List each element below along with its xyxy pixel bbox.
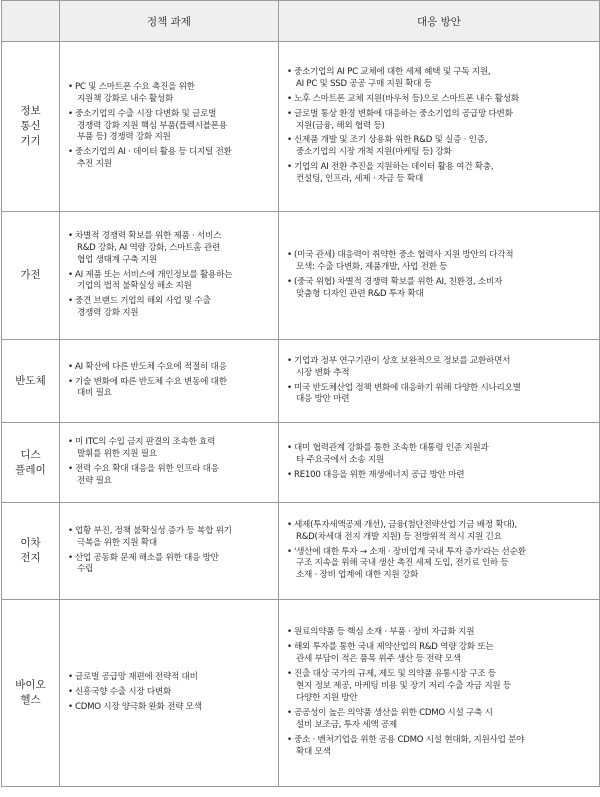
item-line: • 중소 · 벤처기업을 위한 공용 CDMO 시설 현대화, 지원사업 분야 bbox=[294, 734, 525, 745]
response-item bbox=[287, 162, 593, 186]
response-cell bbox=[279, 600, 600, 787]
table-row bbox=[2, 503, 600, 600]
item-line: • 노후 스마트폰 교체 지원(바우처 등)으로 스마트폰 내수 활성화 bbox=[294, 93, 519, 104]
item-line: • (미국 관세) 대응력이 취약한 중소 협력사 지원 방안의 다각적 bbox=[294, 250, 514, 261]
table-row bbox=[2, 340, 600, 423]
response-item bbox=[287, 67, 593, 91]
policy-task-cell bbox=[60, 42, 279, 212]
item-line: 중소기업의 시장 개척 지원(마케팅 등) 강화 bbox=[296, 147, 452, 158]
item-line: 모색: 수출 다변화, 제품개발, 사업 전환 등 bbox=[296, 262, 448, 273]
item-line: • 중견 브랜드 기업의 해외 사업 및 수출 bbox=[75, 296, 211, 307]
item-line: • '생산에 대한 투자 → 소재 · 장비업계 국내 투자 증가'라는 선순환 bbox=[294, 546, 526, 557]
category-label: 가전 bbox=[20, 269, 41, 281]
response-cell bbox=[279, 503, 600, 600]
response-cell bbox=[279, 212, 600, 340]
item-line: AI PC 및 SSD 공공 구매 지원 확대 등 bbox=[296, 78, 432, 89]
item-line: • AI 제품 또는 서비스에 개인정보를 활용하는 bbox=[75, 269, 233, 280]
item-line: • 기술 변화에 따른 반도체 수요 변동에 대한 bbox=[75, 376, 227, 387]
item-line: • 원료의약품 등 핵심 소재 · 부품 · 장비 자급화 지원 bbox=[294, 627, 475, 638]
response-item bbox=[287, 642, 593, 666]
item-line: 경쟁력 강화 지원 핵심 부품(플렉시블폰용 bbox=[77, 120, 227, 131]
item-line: 현지 정보 제공, 마케팅 비용 및 장기 저리 수출 자금 지원 등 bbox=[296, 681, 511, 692]
policy-task-item bbox=[68, 231, 272, 267]
item-line: • CDMO 시장 양극화 완화 전략 모색 bbox=[75, 701, 202, 712]
item-line: 대응 방안 마련 bbox=[296, 394, 350, 405]
category-label: 반도체 bbox=[15, 374, 46, 387]
policy-task-cell bbox=[60, 503, 279, 600]
response-item bbox=[287, 356, 593, 380]
item-line: 지원책 강화로 내수 활성화 bbox=[77, 93, 174, 104]
response-cell bbox=[279, 423, 600, 503]
category-label: 정보 통신 기기 bbox=[20, 105, 41, 147]
response-item bbox=[287, 470, 593, 482]
policy-task-item bbox=[68, 109, 272, 145]
response-cell bbox=[279, 340, 600, 423]
item-line: 지원(금융, 해외 협력 등) bbox=[296, 120, 385, 131]
item-line: • 공공성이 높은 의약품 생산을 위한 CDMO 시설 구축 시 bbox=[294, 707, 493, 718]
item-line: • RE100 대응을 위한 재생에너지 공급 방안 마련 bbox=[294, 469, 465, 480]
policy-task-item bbox=[68, 362, 272, 374]
item-line: 경쟁력 강화 지원 bbox=[77, 308, 139, 319]
category-label: 바이오 헬스 bbox=[15, 679, 46, 706]
item-line: 전략 필요 bbox=[77, 475, 112, 486]
item-line: • 해외 투자를 통한 국내 제약산업의 R&D 역량 강화 또는 bbox=[294, 642, 494, 653]
category-label: 디스 플레이 bbox=[15, 448, 46, 476]
response-item bbox=[287, 109, 593, 133]
policy-task-item bbox=[68, 437, 272, 461]
policy-task-cell bbox=[60, 340, 279, 423]
item-line: 부품 등) 경쟁력 강화 지원 bbox=[77, 132, 171, 143]
item-line: 협업 생태계 구축 지원 bbox=[77, 254, 157, 265]
response-item bbox=[287, 735, 593, 759]
policy-task-item bbox=[68, 82, 272, 106]
item-line: 수립 bbox=[77, 564, 94, 575]
item-line: 맞춤형 디자인 관련 R&D 투자 확대 bbox=[296, 288, 424, 299]
item-line: • PC 및 스마트폰 수요 촉진을 위한 bbox=[75, 81, 195, 92]
item-line: • 중소기업의 AI PC 교체에 대한 세제 혜택 및 구독 지원, bbox=[294, 66, 491, 77]
item-line: R&D 강화, AI 역량 강화, 스마트홈 관련 bbox=[77, 242, 220, 253]
category-cell bbox=[2, 42, 60, 212]
item-line: 타 주요국에서 소송 지원 bbox=[296, 455, 384, 466]
policy-task-item bbox=[68, 526, 272, 550]
policy-task-item bbox=[68, 464, 272, 488]
item-line: • 차별적 경쟁력 확보를 위한 제품 · 서비스 bbox=[75, 230, 222, 241]
item-line: • 전력 수요 확대 대응을 위한 인프라 대응 bbox=[75, 464, 219, 474]
header-responses: 대응 방안 bbox=[279, 1, 600, 42]
item-line: • AI 확산에 다른 반도체 수요에 적절히 대응 bbox=[75, 361, 227, 372]
response-item bbox=[287, 135, 593, 159]
policy-task-item bbox=[68, 672, 272, 684]
policy-task-item bbox=[68, 377, 272, 401]
policy-task-cell bbox=[60, 423, 279, 503]
policy-task-item bbox=[68, 702, 272, 714]
table-row bbox=[2, 600, 600, 787]
item-line: • 중소기업의 AI · 데이터 활용 등 디지털 전환 bbox=[75, 147, 232, 158]
table-row bbox=[2, 42, 600, 212]
item-line: • 신제품 개발 및 조기 상용화 위한 R&D 및 실증 · 인증, bbox=[294, 135, 488, 146]
header-category bbox=[2, 1, 60, 42]
category-cell bbox=[2, 340, 60, 423]
item-line: • 세제(투자세액공제 개선), 금융(첨단전략산업 기금 배정 확대), bbox=[294, 519, 518, 530]
item-line: • 기업의 AI 전환 추진을 지원하는 데이터 활용 여건 확충, bbox=[294, 162, 494, 173]
item-line: • (중국 위협) 차별적 경쟁력 확보를 위한 AI, 친환경, 소비자 bbox=[294, 277, 503, 287]
item-line: 추진 지원 bbox=[77, 159, 112, 170]
item-line: • 미국 반도체산업 정책 변화에 대응하기 위해 다양한 시나리오별 bbox=[294, 382, 521, 393]
response-cell bbox=[279, 42, 600, 212]
response-item bbox=[287, 708, 593, 732]
header-policy-tasks: 정책 과제 bbox=[60, 1, 279, 42]
item-line: • 기업과 정부 연구기관이 상호 보완적으로 정보를 교환하면서 bbox=[294, 355, 511, 366]
item-line: 확대 모색 bbox=[296, 746, 331, 757]
response-item bbox=[287, 627, 593, 639]
policy-task-item bbox=[68, 553, 272, 577]
response-item bbox=[287, 547, 593, 583]
category-label: 이차 전지 bbox=[20, 537, 41, 564]
item-line: 시장 변화 추적 bbox=[296, 367, 350, 378]
item-line: 구조 지속을 위해 국내 생산 촉진 세제 도입, 전기료 인하 등 bbox=[296, 558, 509, 569]
response-item bbox=[287, 520, 593, 544]
item-line: 발휘를 위한 지원 필요 bbox=[77, 449, 157, 460]
item-line: • 중소기업의 수출 시장 다변화 및 글로벌 bbox=[75, 108, 217, 119]
item-line: 다양한 지원 방안 bbox=[296, 693, 358, 703]
item-line: 소재 · 장비 업계에 대한 지원 강화 bbox=[296, 570, 419, 581]
policy-task-item bbox=[68, 296, 272, 320]
category-cell bbox=[2, 212, 60, 340]
policy-task-item bbox=[68, 270, 272, 294]
policy-task-cell bbox=[60, 600, 279, 787]
policy-task-item bbox=[68, 687, 272, 699]
response-item bbox=[287, 94, 593, 106]
header-row bbox=[2, 1, 600, 42]
policy-task-cell bbox=[60, 212, 279, 340]
response-item bbox=[287, 669, 593, 705]
item-line: • 진출 대상 국가의 규제, 제도 및 의약품 유통시장 구조 등 bbox=[294, 669, 496, 680]
item-line: • 미 ITC의 수입 금지 판결의 조속한 효력 bbox=[75, 437, 216, 448]
category-cell bbox=[2, 503, 60, 600]
response-item bbox=[287, 277, 593, 301]
item-line: • 글로벌 공급망 재편에 전략적 대비 bbox=[75, 672, 198, 683]
item-line: 설비 보조금, 투자 세액 공제 bbox=[296, 719, 397, 730]
item-line: • 글로벌 통상 환경 변화에 대응하는 중소기업의 공급망 다변화 bbox=[294, 108, 513, 119]
item-line: • 대미 협력관계 강화를 통한 조속한 대통령 인준 지원과 bbox=[294, 443, 489, 454]
table-row bbox=[2, 423, 600, 503]
item-line: • 업황 부진, 정책 불확실성 증가 등 복합 위기 bbox=[75, 525, 232, 536]
policy-table bbox=[1, 0, 600, 787]
policy-task-item bbox=[68, 147, 272, 171]
item-line: R&D(차세대 전지 개발 지원) 등 전방위적 적시 지원 긴요 bbox=[296, 531, 502, 542]
table-row bbox=[2, 212, 600, 340]
item-line: 컨설팅, 인프라, 세제 · 자금 등 확대 bbox=[296, 174, 424, 185]
item-line: 극복을 위한 지원 확대 bbox=[77, 537, 157, 548]
category-cell bbox=[2, 423, 60, 503]
category-cell bbox=[2, 600, 60, 787]
response-item bbox=[287, 443, 593, 467]
item-line: 대비 필요 bbox=[77, 388, 112, 399]
response-item bbox=[287, 383, 593, 407]
item-line: • 신흥국향 수출 시장 다변화 bbox=[75, 687, 172, 698]
item-line: • 산업 공동화 문제 해소를 위한 대응 방안 bbox=[75, 552, 219, 563]
response-item bbox=[287, 250, 593, 274]
item-line: 기업의 법적 불확실성 해소 지원 bbox=[77, 281, 192, 292]
item-line: 관세 부담이 적은 품목 위주 생산 등 전략 모색 bbox=[296, 654, 461, 665]
